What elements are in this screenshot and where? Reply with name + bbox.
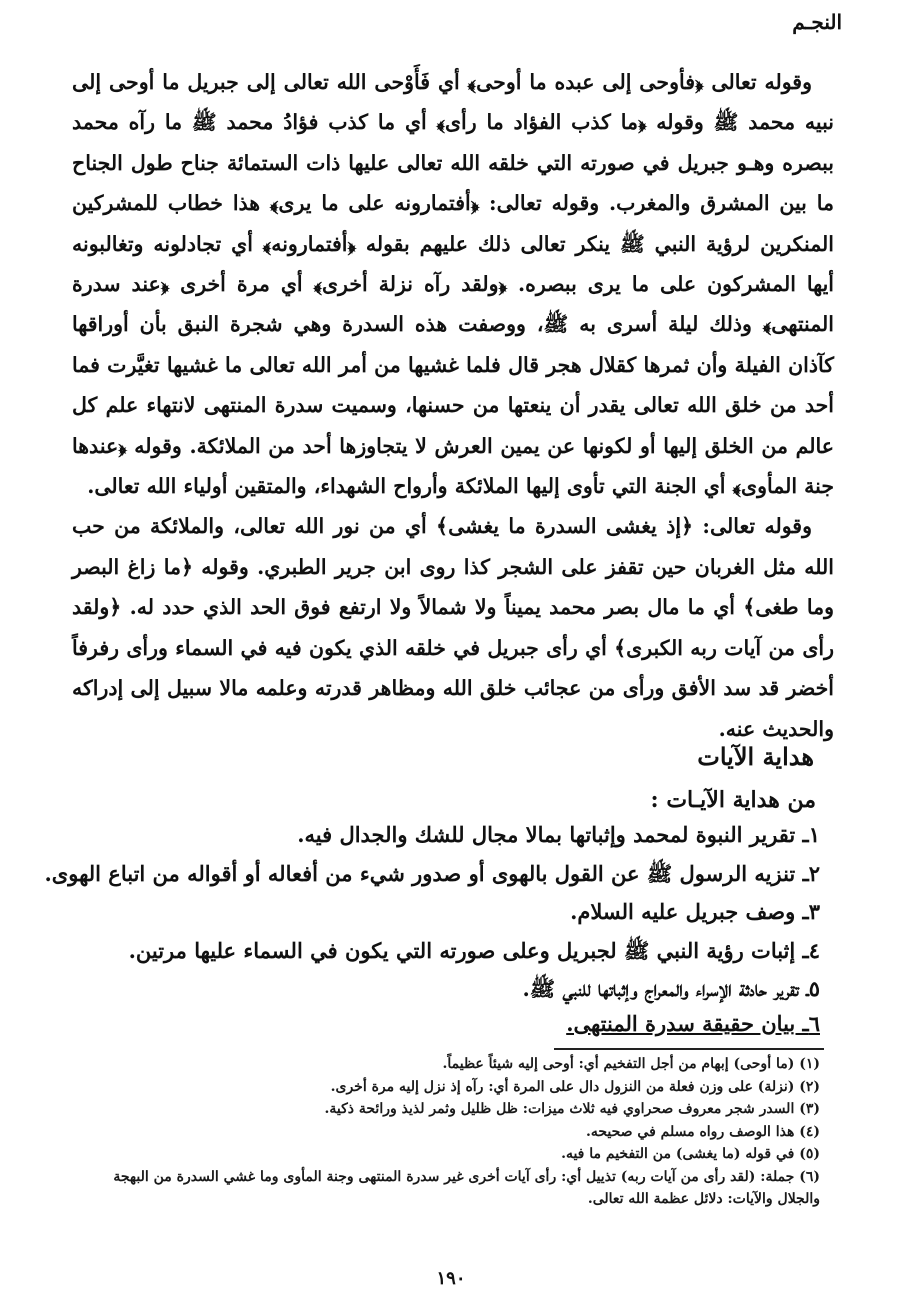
lesson-item: ١ـ تقرير النبوة لمحمد وإثباتها بمالا مجال للشك والجدال فيه. <box>297 822 820 847</box>
footnote: (٢) (نزلة) على وزن فعلة من النزول دال على المرة أي: رآه إذ نزل إليه مرة أخرى. <box>330 1078 820 1095</box>
sub-heading: من هداية الآيـات : <box>650 787 816 813</box>
commentary-body <box>72 62 834 749</box>
footnote: (٦) جملة: (لقد رأى من آيات ربه) تذييل أي: رأى آيات أخرى غير سدرة المنتهى وجنة المأوى وما غشي السدرة من البهجة والجلال والآيات: دلائل عظمة الله تعالى. <box>113 1168 820 1207</box>
footnote: (٣) السدر شجر معروف صحراوي فيه ثلاث ميزات: ظل ظليل وثمر لذيذ ورائحة ذكية. <box>324 1101 820 1117</box>
footnote: (١) (ما أوحى) إبهام من أجل التفخيم أي: أوحى إليه شيئاً عظيماً. <box>442 1056 820 1072</box>
lesson-item-text: ٦ـ بيان حقيقة سدرة المنتهى. <box>566 1010 820 1036</box>
footnotes-list <box>70 1053 820 1211</box>
running-head: النجـم <box>792 10 842 34</box>
footnote-divider <box>554 1048 824 1050</box>
lesson-item: ٣ـ وصف جبريل عليه السلام. <box>570 899 820 924</box>
lessons-list <box>44 816 820 1039</box>
lesson-item: ٢ـ تنزيه الرسول ﷺ عن القول بالهوى أو صدور شيء من أفعاله أو أقواله من اتباع الهوى. <box>44 860 820 886</box>
lesson-item <box>72 1009 820 1039</box>
footnote: (٥) في قوله (ما يغشى) من التفخيم ما فيه. <box>561 1146 820 1162</box>
section-heading: هداية الآيات <box>697 742 814 771</box>
lesson-item: ٤ـ إثبات رؤية النبي ﷺ لجبريل وعلى صورته التي يكون في السماء عليها مرتين. <box>128 937 820 963</box>
lesson-item: ٥ـ تقرير حادثة الإسراء والمعراج وإثباتها للنبي ﷺ. <box>522 976 820 1001</box>
commentary-paragraph: وقوله تعالى: ﴿إذ يغشى السدرة ما يغشى﴾ أي من نور الله تعالى، والملائكة من حب الله مثل الغربان حين تقفز على الشجر كذا روى ابن جرير الطبري. وقوله ﴿ما زاغ البصر وما طغى﴾ أي ما مال بصر محمد يميناً ولا شمالاً ولا ارتفع فوق الحد الذي حدد له. ﴿ولقد رأى من آيات ربه الكبرى﴾ أي رأى جبريل في خلقه الذي يكون فيه في السماء ورأى رفرفاً أخضر قد سد الأفق ورأى من عجائب خلق الله ومظاهر قدرته وعلمه مالا سبيل إلى إدراكه والحديث عنه. <box>72 514 834 741</box>
page-number: ١٩٠ <box>436 1268 466 1289</box>
footnote: (٤) هذا الوصف رواه مسلم في صحيحه. <box>585 1123 820 1140</box>
commentary-paragraph: وقوله تعالى ﴿فأوحى إلى عبده ما أوحى﴾ أي فَأَوْحى الله تعالى إلى جبريل ما أوحى إلى نبيه محمد ﷺ وقوله ﴿ما كذب الفؤاد ما رأى﴾ أي ما كذب فؤادُ محمد ﷺ ما رآه محمد ببصره وهـو جبريل في صورته التي خلقه الله تعالى عليها ذات الستمائة جناح طول الجناح ما بين المشرق والمغرب. وقوله تعالى: ﴿أفتمارونه على ما يرى﴾ هذا خطاب للمشركين المنكرين لرؤية النبي ﷺ ينكر تعالى ذلك عليهم بقوله ﴿أفتمارونه﴾ أي تجادلونه وتغالبونه أيها المشركون على ما يرى ببصره. ﴿ولقد رآه نزلة أخرى﴾ أي مرة أخرى ﴿عند سدرة المنتهى﴾ وذلك ليلة أسرى به ﷺ، ووصفت هذه السدرة وهي شجرة النبق بأن أوراقها كآذان الفيلة وأن ثمرها كقلال هجر قال فلما غشيها من أمر الله تعالى ما غشيها تغيَّرت فما أحد من خلق الله تعالى يقدر أن ينعتها من حسنها، وسميت سدرة المنتهى لانتهاء علم كل عالم من الخلق إليها أو لكونها عن يمين العرش لا يتجاوزها أحد من الملائكة. وقوله ﴿عندها جنة المأوى﴾ أي الجنة التي تأوى إليها الملائكة وأرواح الشهداء، والمتقين أولياء الله تعالى. <box>72 70 834 499</box>
